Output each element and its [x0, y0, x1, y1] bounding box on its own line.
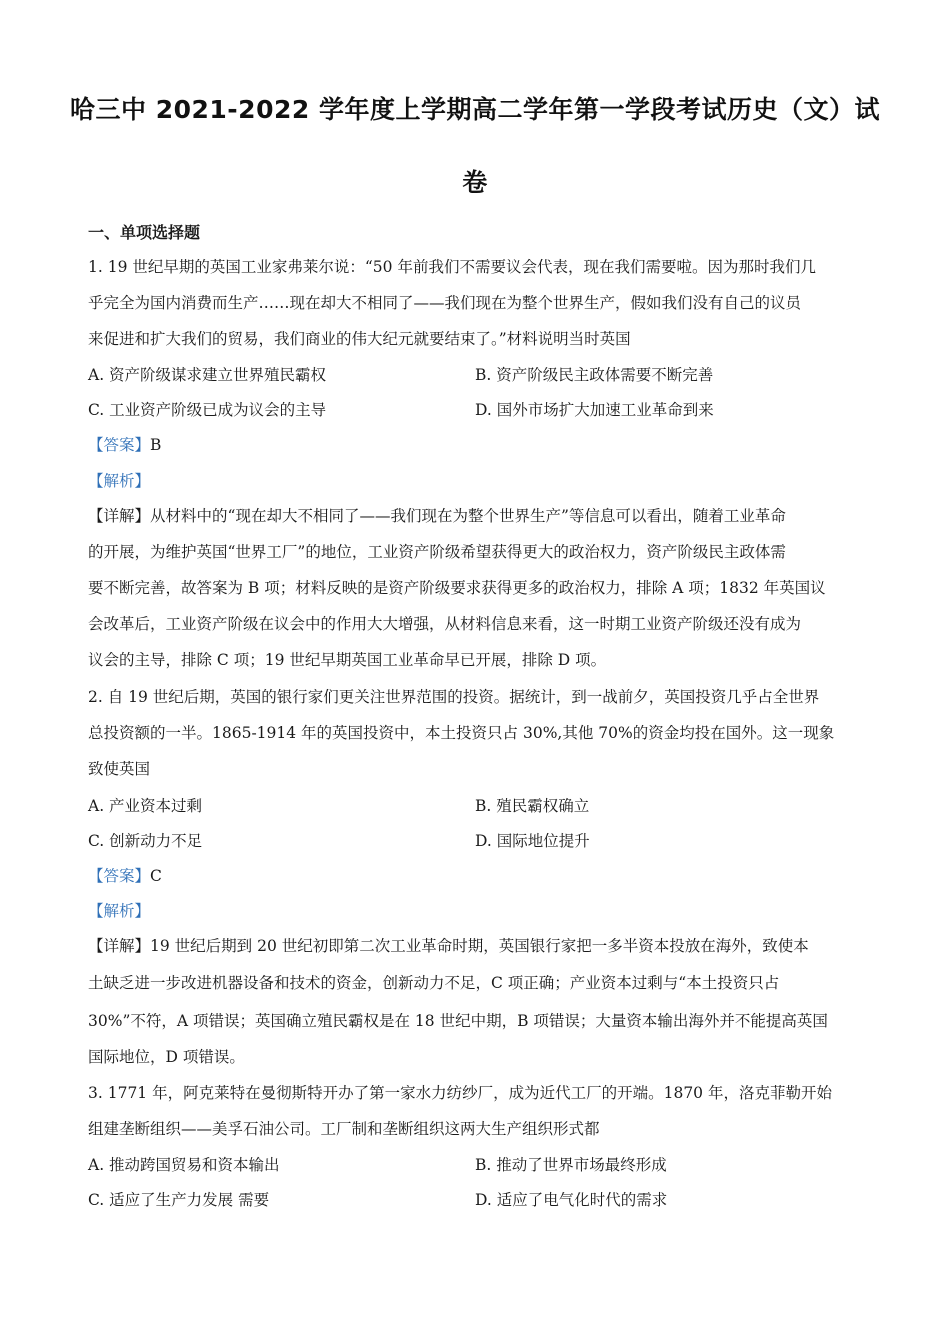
- q1-answer: [88, 434, 868, 456]
- q2-detail-text: 19 世纪后期到 20 世纪初即第二次工业革命时期，英国银行家把一多半资本投放在海外，致使本: [150, 937, 809, 955]
- q1-option-c: C. 工业资产阶级已成为议会的主导: [88, 401, 327, 419]
- q3-stem-line: 3. 1771 年，阿克莱特在曼彻斯特开办了第一家水力纺纱厂，成为近代工厂的开端。1870 年，洛克菲勒开始: [88, 1084, 832, 1102]
- q1-detail-line: 议会的主导，排除 C 项；19 世纪早期英国工业革命早已开展，排除 D 项。: [88, 651, 607, 669]
- q3-option-b: B. 推动了世界市场最终形成: [475, 1156, 667, 1174]
- section-heading: 一、单项选择题: [88, 223, 201, 242]
- q3-option-c: C. 适应了生产力发展 需要: [88, 1191, 270, 1209]
- document-title-continued: 卷: [462, 168, 488, 197]
- q1-option-d: D. 国外市场扩大加速工业革命到来: [475, 401, 714, 419]
- q1-option-b: B. 资产阶级民主政体需要不断完善: [475, 366, 714, 384]
- q1-detail-line: 会改革后，工业资产阶级在议会中的作用大大增强，从材料信息来看，这一时期工业资产阶级还没有成为: [88, 615, 802, 633]
- q2-option-a: A. 产业资本过剩: [88, 797, 203, 815]
- detail-tag: 【详解】: [88, 937, 151, 955]
- document-title: 哈三中 2021-2022 学年度上学期高二学年第一学段考试历史（文）试: [70, 95, 880, 124]
- q2-stem-line: 总投资额的一半。1865-1914 年的英国投资中，本土投资只占 30%,其他 70%的资金均投在国外。这一现象: [88, 724, 835, 742]
- q2-stem-line: 2. 自 19 世纪后期，英国的银行家们更关注世界范围的投资。据统计，到一战前夕，英国投资几乎占全世界: [88, 688, 820, 706]
- q1-detail-line: 要不断完善，故答案为 B 项；材料反映的是资产阶级要求获得更多的政治权力，排除 A 项；1832 年英国议: [88, 579, 826, 597]
- detail-tag: 【详解】: [88, 507, 151, 525]
- answer-tag: 【答案】: [88, 867, 151, 885]
- q1-analysis: [88, 470, 868, 492]
- q1-stem-line: 来促进和扩大我们的贸易，我们商业的伟大纪元就要结束了。”材料说明当时英国: [88, 330, 631, 348]
- q2-option-c: C. 创新动力不足: [88, 832, 203, 850]
- q2-detail: [88, 935, 868, 957]
- answer-tag: 【答案】: [88, 436, 151, 454]
- q2-option-b: B. 殖民霸权确立: [475, 797, 590, 815]
- q3-option-a: A. 推动跨国贸易和资本输出: [88, 1156, 280, 1174]
- q1-detail-line: 的开展，为维护英国“世界工厂”的地位，工业资产阶级希望获得更大的政治权力，资产阶级民主政体需: [88, 543, 786, 561]
- q3-stem-line: 组建垄断组织——美孚石油公司。工厂制和垄断组织这两大生产组织形式都: [88, 1120, 600, 1138]
- q1-stem-line: 乎完全为国内消费而生产……现在却大不相同了——我们现在为整个世界生产，假如我们没有自己的议员: [88, 294, 802, 312]
- q2-option-d: D. 国际地位提升: [475, 832, 590, 850]
- q3-option-d: D. 适应了电气化时代的需求: [475, 1191, 668, 1209]
- q2-answer-value: C: [150, 867, 162, 885]
- q1-option-a: A. 资产阶级谋求建立世界殖民霸权: [88, 366, 327, 384]
- q2-detail-line: 国际地位，D 项错误。: [88, 1048, 245, 1066]
- q1-answer-value: B: [150, 436, 162, 454]
- q1-detail: [88, 505, 868, 527]
- q1-stem-line: 1. 19 世纪早期的英国工业家弗莱尔说：“50 年前我们不需要议会代表，现在我们需要啦。因为那时我们几: [88, 258, 816, 276]
- analysis-tag: 【解析】: [88, 472, 151, 490]
- q2-detail-line: 30%”不符，A 项错误；英国确立殖民霸权是在 18 世纪中期，B 项错误；大量资本输出海外并不能提高英国: [88, 1012, 828, 1030]
- q2-detail-line: 土缺乏进一步改进机器设备和技术的资金，创新动力不足，C 项正确；产业资本过剩与“本土投资只占: [88, 974, 780, 992]
- analysis-tag: 【解析】: [88, 902, 151, 920]
- q1-detail-text: 从材料中的“现在却大不相同了——我们现在为整个世界生产”等信息可以看出，随着工业革命: [150, 507, 786, 525]
- q2-stem-line: 致使英国: [88, 760, 151, 778]
- q2-analysis: [88, 900, 868, 922]
- q2-answer: [88, 865, 868, 887]
